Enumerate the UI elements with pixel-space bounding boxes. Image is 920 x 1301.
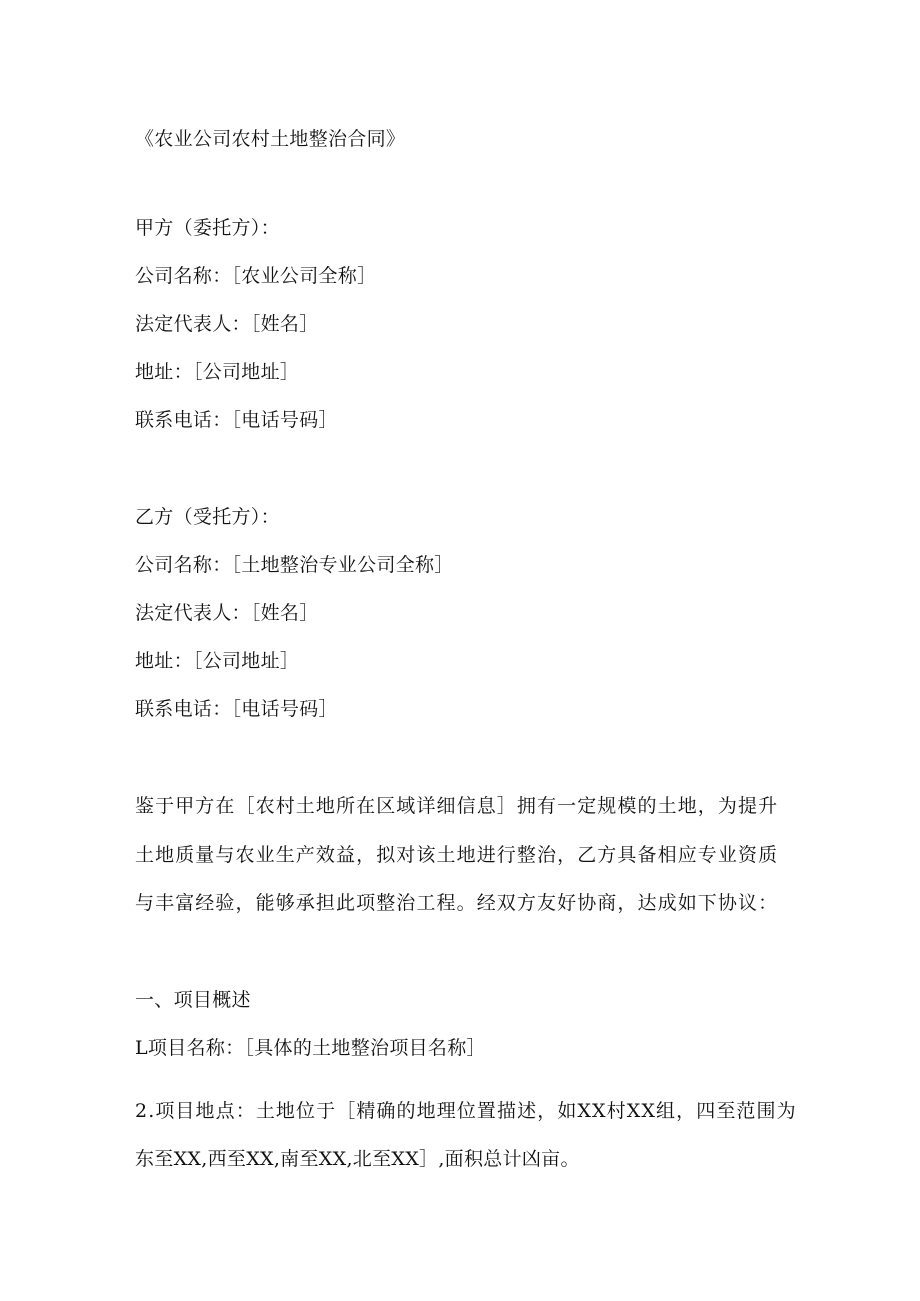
preamble-line-1: 鉴于甲方在［农村土地所在区域详细信息］拥有一定规模的土地，为提升 bbox=[135, 795, 779, 817]
party-a-address: 地址：［公司地址］ bbox=[135, 361, 300, 383]
party-b-phone: 联系电话：［电话号码］ bbox=[135, 698, 338, 720]
party-b-heading: 乙方（受托方）： bbox=[135, 506, 280, 528]
party-b-representative: 法定代表人：［姓名］ bbox=[135, 602, 319, 624]
party-a-phone: 联系电话：［电话号码］ bbox=[135, 409, 338, 431]
section-1-item-1: L项目名称：［具体的土地整治项目名称］ bbox=[135, 1037, 486, 1059]
section-1-item-2-line-1: 2.项目地点：土地位于［精确的地理位置描述，如XX村XX组，四至范围为 bbox=[135, 1100, 797, 1122]
document-title: 《农业公司农村土地整治合同》 bbox=[135, 128, 406, 150]
party-a-company: 公司名称：［农业公司全称］ bbox=[135, 265, 377, 287]
party-b-address: 地址：［公司地址］ bbox=[135, 650, 300, 672]
preamble-line-2: 土地质量与农业生产效益，拟对该土地进行整治，乙方具备相应专业资质 bbox=[135, 844, 779, 866]
party-b-company: 公司名称：［土地整治专业公司全称］ bbox=[135, 554, 454, 576]
section-1-item-2-line-2: 东至XX,西至XX,南至XX,北至XX］,面积总计凶亩。 bbox=[135, 1148, 580, 1170]
party-a-heading: 甲方（委托方）： bbox=[135, 217, 280, 239]
preamble-line-3: 与丰富经验，能够承担此项整治工程。经双方友好协商，达成如下协议： bbox=[135, 892, 779, 914]
section-1-heading: 一、项目概述 bbox=[135, 989, 251, 1011]
party-a-representative: 法定代表人：［姓名］ bbox=[135, 313, 319, 335]
